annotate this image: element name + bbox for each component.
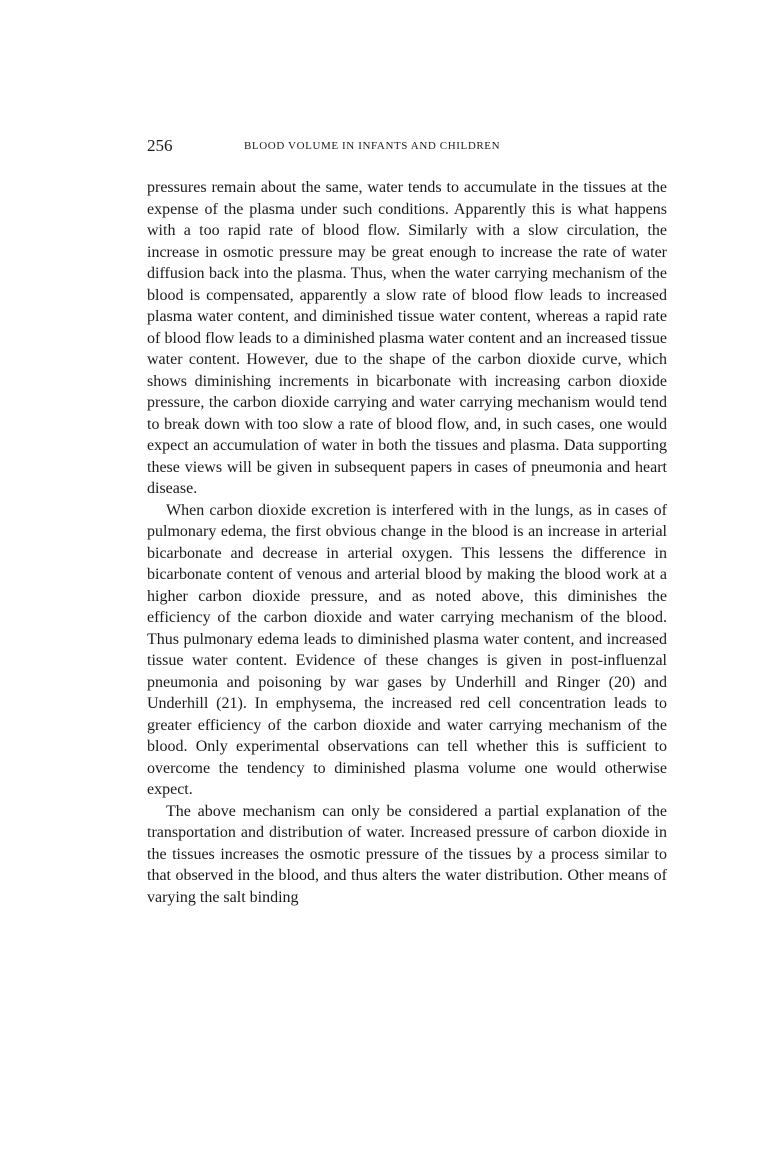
paragraph-continuation: pressures remain about the same, water tends to accumulate in the tissues at the expense of the plasma under such conditions. Apparently this is what happens with a too rapid rate of blood flow. Similarly with a slow circulation, the increase in osmotic pressure may be great enough to increase the rate of water diffusion back into the plasma. Thus, when the water carrying mechanism of the blood is compensated, apparently a slow rate of blood flow leads to increased plasma water content, and diminished tissue water content, whereas a rapid rate of blood flow leads to a diminished plasma water content and an increased tissue water content. However, due to the shape of the carbon dioxide curve, which shows diminishing increments in bicarbonate with increasing carbon dioxide pressure, the carbon dioxide carrying and water carrying mechanism would tend to break down with too slow a rate of blood flow, and, in such cases, one would expect an accumulation of water in both the tissues and plasma. Data supporting these views will be given in subsequent papers in cases of pneumonia and heart disease. bbox=[147, 179, 667, 497]
paragraph-partial-explanation: The above mechanism can only be considered a partial explanation of the transportation and distribution of water. Increased pressure of carbon dioxide in the tissues increases the osmotic pressure of the tissues by a process similar to that observed in the blood, and thus alters the water distribution. Other means of varying the salt binding bbox=[147, 802, 667, 906]
page-number: 256 bbox=[147, 136, 173, 155]
paragraph-pulmonary-edema: When carbon dioxide excretion is interfered with in the lungs, as in cases of pulmonary edema, the first obvious change in the blood is an increase in arterial bicarbonate and decrease in arterial oxygen. This lessens the difference in bicarbonate content of venous and arterial blood by making the blood work at a higher carbon dioxide pressure, and as noted above, this diminishes the efficiency of the carbon dioxide and water carrying mechanism of the blood. Thus pulmonary edema leads to diminished plasma water content, and increased tissue water content. Evidence of these changes is given in post-influenzal pneumonia and poisoning by war gases by Underhill and Ringer (20) and Underhill (21). In emphysema, the increased red cell concentration leads to greater efficiency of the carbon dioxide and water carrying mechanism of the blood. Only experimental observations can tell whether this is sufficient to overcome the tendency to diminished plasma volume one would otherwise expect. bbox=[147, 501, 667, 798]
running-head: BLOOD VOLUME IN INFANTS AND CHILDREN bbox=[244, 140, 501, 152]
body-text bbox=[147, 177, 667, 908]
page-header bbox=[147, 134, 667, 158]
